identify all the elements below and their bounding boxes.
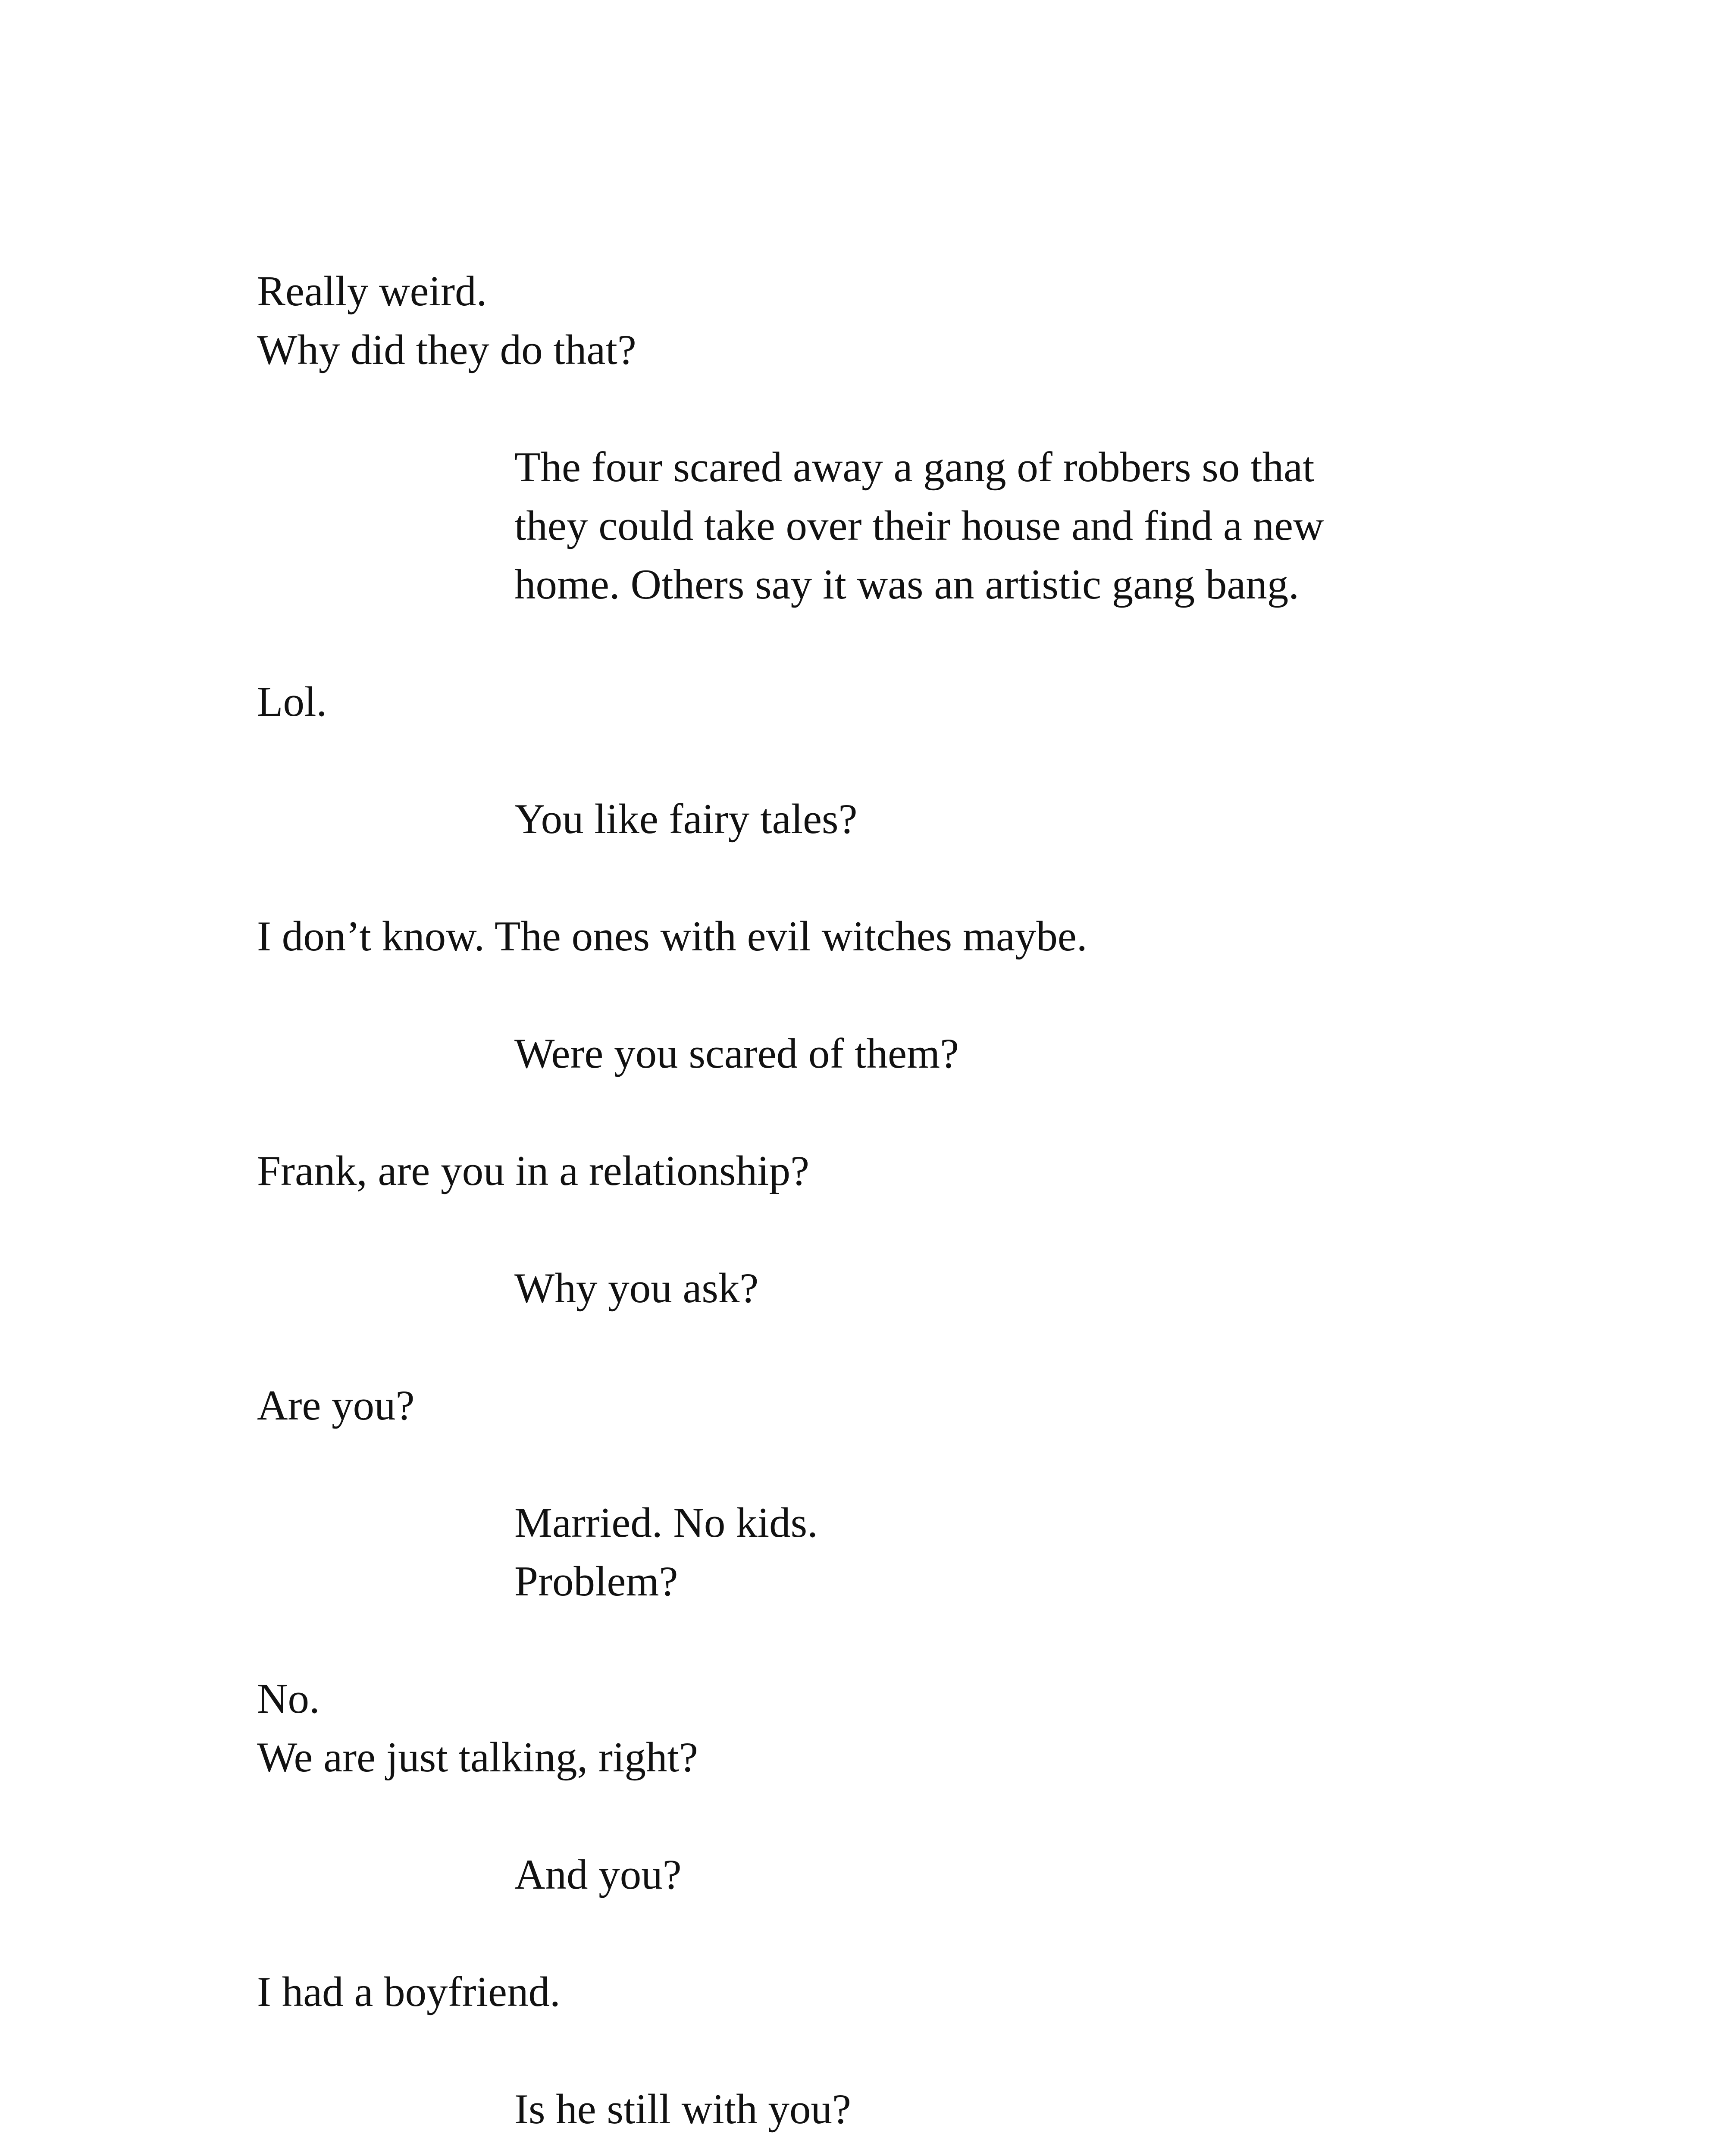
dialogue-line [257, 262, 636, 379]
dialogue-line [257, 673, 327, 731]
text-line: Why did they do that? [257, 326, 636, 373]
dialogue-reply [514, 1846, 682, 1904]
text-line: I don’t know. The ones with evil witches maybe. [257, 913, 1087, 960]
text-line: Really weird. [257, 268, 487, 315]
dialogue-line [257, 1376, 415, 1435]
text-line: Lol. [257, 678, 327, 725]
text-line: You like fairy tales? [514, 796, 858, 843]
text-line: And you? [514, 1851, 682, 1898]
dialogue-line [257, 1670, 698, 1787]
text-line: Is he still with you? [514, 2086, 851, 2133]
dialogue-line [257, 1963, 561, 2021]
text-line: home. Others say it was an artistic gang bang. [514, 561, 1300, 608]
text-line: Married. No kids. [514, 1499, 818, 1546]
text-line: Frank, are you in a relationship? [257, 1147, 810, 1194]
text-line: Why you ask? [514, 1265, 759, 1312]
dialogue-reply [514, 2080, 851, 2139]
text-line: they could take over their house and find a new [514, 502, 1324, 549]
text-line: Are you? [257, 1382, 415, 1429]
dialogue-reply [514, 1259, 758, 1318]
text-line: Problem? [514, 1558, 678, 1605]
dialogue-reply [514, 1025, 959, 1083]
text-line: We are just talking, right? [257, 1734, 698, 1781]
dialogue-reply [514, 1494, 818, 1611]
text-line: No. [257, 1675, 320, 1722]
dialogue-reply [514, 438, 1324, 614]
dialogue-reply [514, 790, 858, 849]
text-line: The four scared away a gang of robbers so that [514, 444, 1315, 491]
text-line: I had a boyfriend. [257, 1968, 561, 2015]
text-line: Were you scared of them? [514, 1030, 959, 1077]
dialogue-line [257, 907, 1087, 966]
dialogue-line [257, 1142, 809, 1200]
